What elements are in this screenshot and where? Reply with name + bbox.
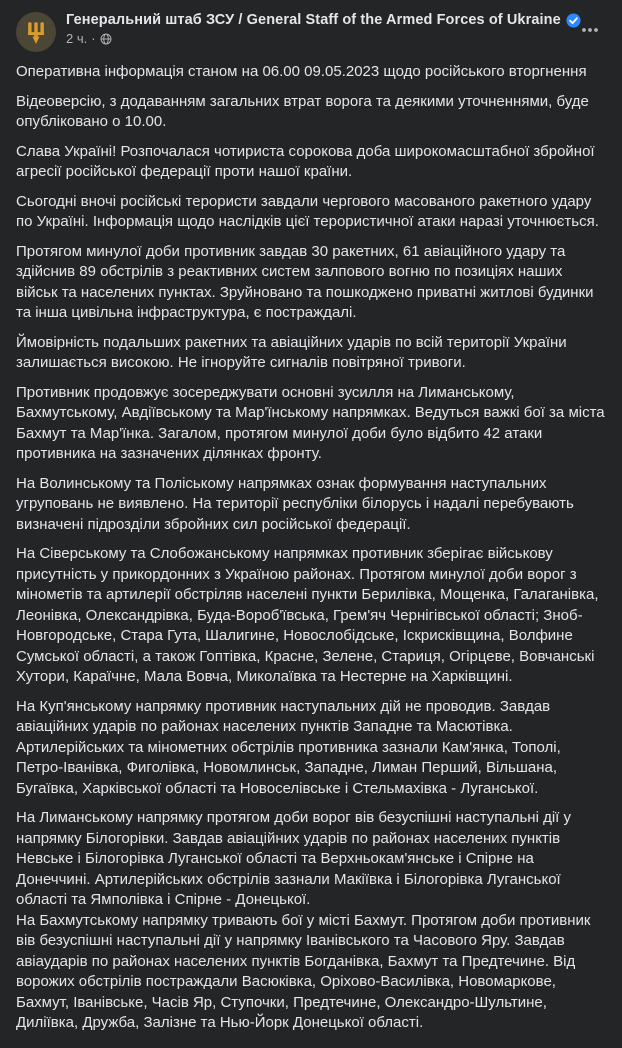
timestamp[interactable]: 2 ч. bbox=[66, 31, 88, 46]
post-body bbox=[0, 58, 622, 1048]
post-paragraph: На Лиманському напрямку протягом доби ворог вів безуспішні наступальні дії у напрямку Білогорівки. Завдав авіаційних ударів по районах населених пунктів Невське і Білогорівка Луганської області та Верхньокам'янське і Спірне на Донеччині. Артилерійських обстрілів зазнали Макіївка і Білогорівка Луганської області та Ямполівка і Спірне - Донецької. bbox=[16, 809, 572, 908]
header-text bbox=[66, 12, 574, 46]
post-options-button[interactable] bbox=[574, 14, 606, 46]
name-row bbox=[66, 12, 574, 28]
post-paragraph: Слава Україні! Розпочалася чотириста сорокова доба широкомасштабної збройної агресії російської федерації проти нашої країни. bbox=[16, 142, 595, 180]
post-paragraph: Відеоверсію, з додаванням загальних втрат ворога та деякими уточненнями, буде опубліковано о 10.00. bbox=[16, 92, 589, 130]
post-paragraph: На Сіверському та Слобожанському напрямках противник зберігає військову присутність у прикордонних з Україною районах. Протягом минулої доби ворог з мінометів та артилерії обстріляв населені пункти Берилівка, Мощенка, Галаганівка, Леонівка, Олександрівка, Буда-Вороб'ївська, Грем'яч Чернігівської області; Зноб-Новгородське, Стара Гута, Шалигине, Новослобідське, Іскрисківщина, Волфине Сумської області, а також Гоптівка, Красне, Зелене, Стариця, Огірцеве, Вовчанські Хутори, Караїчне, Мала Вовча, Миколаївка та Нестерне на Харківщині. bbox=[16, 545, 599, 685]
post-paragraph: Противник продовжує зосереджувати основні зусилля на Лиманському, Бахмутському, Авдіївському та Мар'їнському напрямках. Ведуться важкі бої за міста Бахмут та Мар'їнка. Загалом, протягом минулої доби було відбито 42 атаки противника на зазначених ділянках фронту. bbox=[16, 383, 605, 462]
globe-public-icon bbox=[100, 33, 112, 45]
post-paragraph: Сьогодні вночі російські терористи завдали чергового масованого ракетного удару по Україні. Інформація щодо наслідків цієї терористичної атаки наразі уточнюється. bbox=[16, 192, 599, 230]
meta-separator: · bbox=[91, 31, 96, 46]
page-name[interactable]: Генеральний штаб ЗСУ / General Staff of the Armed Forces of Ukraine bbox=[66, 12, 561, 28]
post-meta bbox=[66, 31, 574, 46]
post-paragraph: На Волинському та Поліському напрямках ознак формування наступальних угруповань не виявлено. На території республіки білорусь і надалі перебувають визначені підрозділи збройних сил російської федерації. bbox=[16, 474, 574, 533]
post-paragraph: На Бахмутському напрямку тривають бої у місті Бахмут. Протягом доби противник вів безуспішні наступальні дії у напрямку Іванівського та Часового Яру. Завдав авіаударів по районах населених пунктів Богданівка, Бахмут та Предтечине. Від ворожих обстрілів постраждали Васюківка, Оріхово-Василівка, Новомаркове, Бахмут, Іванівське, Часів Яр, Ступочки, Предтечине, Олександро-Шультине, Диліївка, Дружба, Залізне та Нью-Йорк Донецької області. bbox=[16, 911, 591, 1031]
ukraine-trident-icon bbox=[25, 19, 47, 46]
post-paragraph: На Куп'янському напрямку противник наступальних дій не проводив. Завдав авіаційних ударів по районах населених пунктів Западне та Масютівка. Артилерійських та мінометних обстрілів противника зазнали Кам'янка, Тополі, Петро-Іванівка, Фиголівка, Новомлинськ, Западне, Лиман Перший, Вільшана, Бугаївка, Харківської області та Новоселівське і Стельмахівка - Луганської. bbox=[16, 697, 561, 797]
post-header bbox=[0, 0, 622, 58]
three-dots-menu-icon bbox=[580, 20, 600, 40]
post-paragraph: Протягом минулої доби противник завдав 30 ракетних, 61 авіаційного удару та здійснив 89 обстрілів з реактивних систем залпового вогню по позиціях наших військ та населених пунктах. Зруйновано та пошкоджено приватні житлові будинки та інша цивільна інфраструктура, є постраждалі. bbox=[16, 242, 594, 321]
post-paragraph: Оперативна інформація станом на 06.00 09.05.2023 щодо російського вторгнення bbox=[16, 63, 587, 80]
post-paragraph: Ймовірність подальших ракетних та авіаційних ударів по всій території України залишається високою. Не ігноруйте сигналів повітряної тривоги. bbox=[16, 333, 567, 371]
page-avatar[interactable] bbox=[16, 12, 56, 52]
